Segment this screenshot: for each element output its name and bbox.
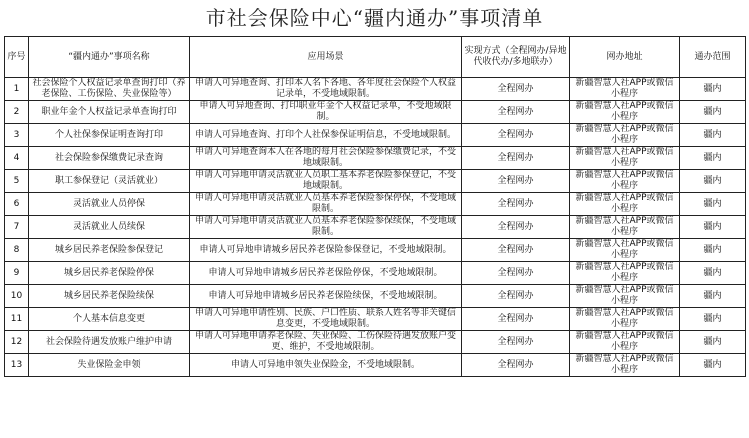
cell-item-name: 个人社保参保证明查询打印 <box>29 124 190 147</box>
cell-range: 疆内 <box>680 170 746 193</box>
cell-range: 疆内 <box>680 147 746 170</box>
cell-address: 新疆智慧人社APP或微信小程序 <box>570 216 680 239</box>
cell-address: 新疆智慧人社APP或微信小程序 <box>570 262 680 285</box>
cell-item-name: 城乡居民养老保险参保登记 <box>29 239 190 262</box>
cell-address: 新疆智慧人社APP或微信小程序 <box>570 308 680 331</box>
cell-item-name: 职工参保登记（灵活就业） <box>29 170 190 193</box>
header-name: “疆内通办”事项名称 <box>29 37 190 78</box>
cell-no: 2 <box>5 101 29 124</box>
cell-item-name: 城乡居民养老保险停保 <box>29 262 190 285</box>
table-row <box>5 147 746 170</box>
table-row <box>5 285 746 308</box>
cell-address: 新疆智慧人社APP或微信小程序 <box>570 170 680 193</box>
cell-no: 11 <box>5 308 29 331</box>
cell-scene: 申请人可异地申请城乡居民养老保险参保登记，不受地域限制。 <box>190 239 462 262</box>
cell-no: 1 <box>5 78 29 101</box>
table-row <box>5 78 746 101</box>
cell-address: 新疆智慧人社APP或微信小程序 <box>570 285 680 308</box>
cell-address: 新疆智慧人社APP或微信小程序 <box>570 193 680 216</box>
cell-range: 疆内 <box>680 262 746 285</box>
header-mode: 实现方式（全程网办/异地代收代办/多地联办） <box>462 37 570 78</box>
cell-mode: 全程网办 <box>462 216 570 239</box>
cell-scene: 申请人可异地申请灵活就业人员职工基本养老保险参保登记，不受地域限制。 <box>190 170 462 193</box>
table-row <box>5 193 746 216</box>
cell-mode: 全程网办 <box>462 124 570 147</box>
cell-mode: 全程网办 <box>462 239 570 262</box>
cell-no: 6 <box>5 193 29 216</box>
cell-item-name: 灵活就业人员停保 <box>29 193 190 216</box>
cell-no: 8 <box>5 239 29 262</box>
cell-scene: 申请人可异地申领失业保险金，不受地域限制。 <box>190 354 462 377</box>
header-addr: 网办地址 <box>570 37 680 78</box>
cell-no: 13 <box>5 354 29 377</box>
cell-scene: 申请人可异地申请养老保险、失业保险、工伤保险待遇发放账户变更、维护，不受地域限制。 <box>190 331 462 354</box>
cell-range: 疆内 <box>680 285 746 308</box>
cell-mode: 全程网办 <box>462 78 570 101</box>
cell-scene: 申请人可异地查询、打印本人名下各地、各年度社会保险个人权益记录单，不受地域限制。 <box>190 78 462 101</box>
cell-no: 4 <box>5 147 29 170</box>
cell-range: 疆内 <box>680 78 746 101</box>
cell-item-name: 社会保险个人权益记录单查询打印（养老保险、工伤保险、失业保险等） <box>29 78 190 101</box>
cell-range: 疆内 <box>680 193 746 216</box>
cell-range: 疆内 <box>680 101 746 124</box>
table-row <box>5 308 746 331</box>
header-scene: 应用场景 <box>190 37 462 78</box>
cell-mode: 全程网办 <box>462 331 570 354</box>
table-row <box>5 216 746 239</box>
cell-mode: 全程网办 <box>462 147 570 170</box>
table-row <box>5 101 746 124</box>
cell-no: 7 <box>5 216 29 239</box>
cell-mode: 全程网办 <box>462 308 570 331</box>
cell-range: 疆内 <box>680 308 746 331</box>
header-range: 通办范围 <box>680 37 746 78</box>
table-row <box>5 354 746 377</box>
cell-item-name: 社会保险待遇发放账户维护申请 <box>29 331 190 354</box>
cell-mode: 全程网办 <box>462 354 570 377</box>
cell-no: 3 <box>5 124 29 147</box>
cell-no: 5 <box>5 170 29 193</box>
cell-item-name: 职业年金个人权益记录单查询打印 <box>29 101 190 124</box>
cell-scene: 申请人可异地申请城乡居民养老保险续保，不受地域限制。 <box>190 285 462 308</box>
cell-mode: 全程网办 <box>462 101 570 124</box>
cell-mode: 全程网办 <box>462 170 570 193</box>
cell-item-name: 城乡居民养老保险续保 <box>29 285 190 308</box>
table-header-row <box>5 37 746 78</box>
cell-address: 新疆智慧人社APP或微信小程序 <box>570 239 680 262</box>
cell-address: 新疆智慧人社APP或微信小程序 <box>570 101 680 124</box>
cell-mode: 全程网办 <box>462 193 570 216</box>
table-row <box>5 262 746 285</box>
cell-address: 新疆智慧人社APP或微信小程序 <box>570 78 680 101</box>
page-title: 市社会保险中心“疆内通办”事项清单 <box>205 6 544 30</box>
cell-scene: 申请人可异地申请灵活就业人员基本养老保险参保停保，不受地域限制。 <box>190 193 462 216</box>
cell-scene: 申请人可异地申请城乡居民养老保险停保，不受地域限制。 <box>190 262 462 285</box>
items-table <box>4 36 746 377</box>
cell-range: 疆内 <box>680 216 746 239</box>
cell-scene: 申请人可异地申请性别、民族、户口性质、联系人姓名等非关键信息变更，不受地域限制。 <box>190 308 462 331</box>
cell-address: 新疆智慧人社APP或微信小程序 <box>570 354 680 377</box>
cell-address: 新疆智慧人社APP或微信小程序 <box>570 124 680 147</box>
table-row <box>5 170 746 193</box>
table-row <box>5 239 746 262</box>
table-row <box>5 331 746 354</box>
table-row <box>5 124 746 147</box>
cell-range: 疆内 <box>680 124 746 147</box>
cell-no: 9 <box>5 262 29 285</box>
cell-no: 10 <box>5 285 29 308</box>
cell-item-name: 失业保险金申领 <box>29 354 190 377</box>
cell-range: 疆内 <box>680 354 746 377</box>
cell-address: 新疆智慧人社APP或微信小程序 <box>570 147 680 170</box>
cell-mode: 全程网办 <box>462 285 570 308</box>
header-no: 序号 <box>5 37 29 78</box>
cell-item-name: 社会保险参保缴费记录查询 <box>29 147 190 170</box>
cell-address: 新疆智慧人社APP或微信小程序 <box>570 331 680 354</box>
cell-mode: 全程网办 <box>462 262 570 285</box>
cell-scene: 申请人可异地查询本人在各地的每月社会保险参保缴费记录，不受地域限制。 <box>190 147 462 170</box>
cell-no: 12 <box>5 331 29 354</box>
cell-item-name: 个人基本信息变更 <box>29 308 190 331</box>
cell-scene: 申请人可异地查询、打印个人社保参保证明信息，不受地域限制。 <box>190 124 462 147</box>
cell-item-name: 灵活就业人员续保 <box>29 216 190 239</box>
cell-scene: 申请人可异地申请灵活就业人员基本养老保险参保续保，不受地域限制。 <box>190 216 462 239</box>
cell-range: 疆内 <box>680 239 746 262</box>
cell-range: 疆内 <box>680 331 746 354</box>
cell-scene: 申请人可异地查询、打印职业年金个人权益记录单，不受地域限制。 <box>190 101 462 124</box>
